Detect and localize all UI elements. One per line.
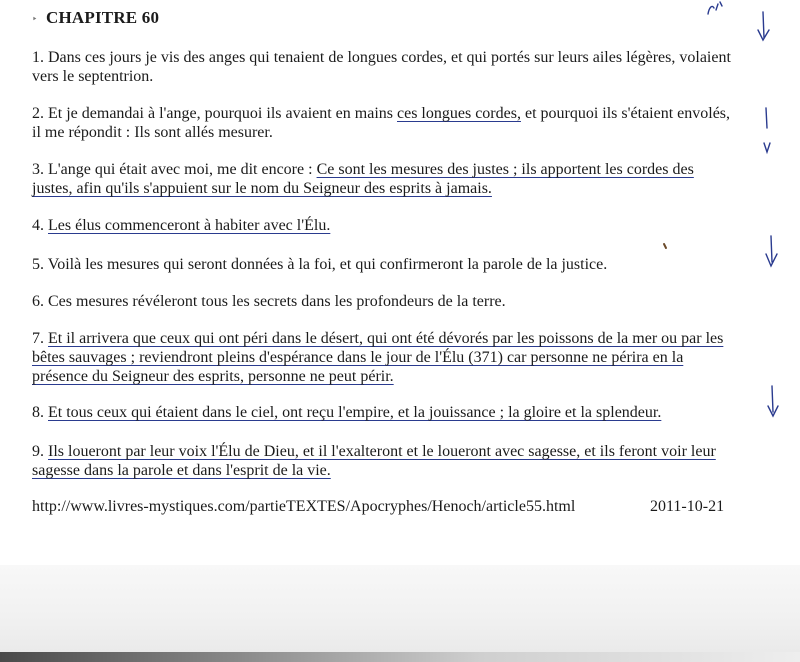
underlined-text: Ce sont les mesures des justes ; ils apportent les cordes des justes, afin qu'ils s'appuient sur le nom du Seigneur des esprits à jamais. (32, 161, 694, 197)
underlined-text: Les élus commenceront à habiter avec l'Élu. (48, 217, 331, 234)
paragraph-text: 5. Voilà les mesures qui seront données à la foi, et qui confirmeront la parole de la justice. (32, 256, 608, 273)
underlined-text: Ils loueront par leur voix l'Élu de Dieu, et il l'exalteront et le loueront avec sagesse, et ils feront voir leur sagesse dans la parole et dans l'esprit de la vie. (32, 443, 716, 479)
source-date: 2011-10-21 (650, 498, 725, 515)
paragraph-text: 4. (32, 217, 48, 234)
paragraph-text: 8. (32, 404, 48, 421)
pen-scribble-mark (708, 2, 722, 14)
paragraph-text: 2. Et je demandai à l'ange, pourquoi ils avaient en mains (32, 105, 397, 122)
tick-mark-2 (764, 143, 770, 152)
paragraph-text: 9. (32, 443, 48, 460)
paragraph-text: et pourquoi ils s'étaient envolés, il me répondit : Ils sont allés mesurer. (32, 105, 731, 141)
paragraph-text: 1. Dans ces jours je vis des anges qui tenaient de longues cordes, et qui portés sur leurs ailes légères, volaient vers le septentrion. (32, 49, 731, 85)
source-url: http://www.livres-mystiques.com/partieTEXTES/Apocryphes/Henoch/article55.html (32, 498, 576, 515)
tick-mark-1 (766, 108, 767, 128)
down-arrow-mark-3 (768, 386, 778, 416)
paragraph-text: 3. L'ange qui était avec moi, me dit encore : (32, 161, 317, 178)
underlined-text: ces longues cordes, (397, 105, 521, 122)
paragraph-text: 7. (32, 330, 48, 347)
pen-dot-mark (664, 244, 666, 248)
down-arrow-mark-2 (766, 236, 777, 266)
underlined-text: Et tous ceux qui étaient dans le ciel, ont reçu l'empire, et la jouissance ; la gloire et la splendeur. (48, 404, 662, 421)
paragraph-text: 6. Ces mesures révéleront tous les secrets dans les profondeurs de la terre. (32, 293, 506, 310)
title-bullet-icon: ‣ (32, 14, 38, 24)
down-arrow-mark-1 (758, 12, 769, 40)
chapter-title: CHAPITRE 60 (46, 8, 160, 27)
underlined-text: Et il arrivera que ceux qui ont péri dans le désert, qui ont été dévorés par les poissons de la mer ou par les bêtes sauvages ; reviendront pleins d'espérance dans le jour de l'Élu (371) car personne ne périra en la présence du Seigneur des esprits, personne ne peut périr. (32, 330, 724, 385)
